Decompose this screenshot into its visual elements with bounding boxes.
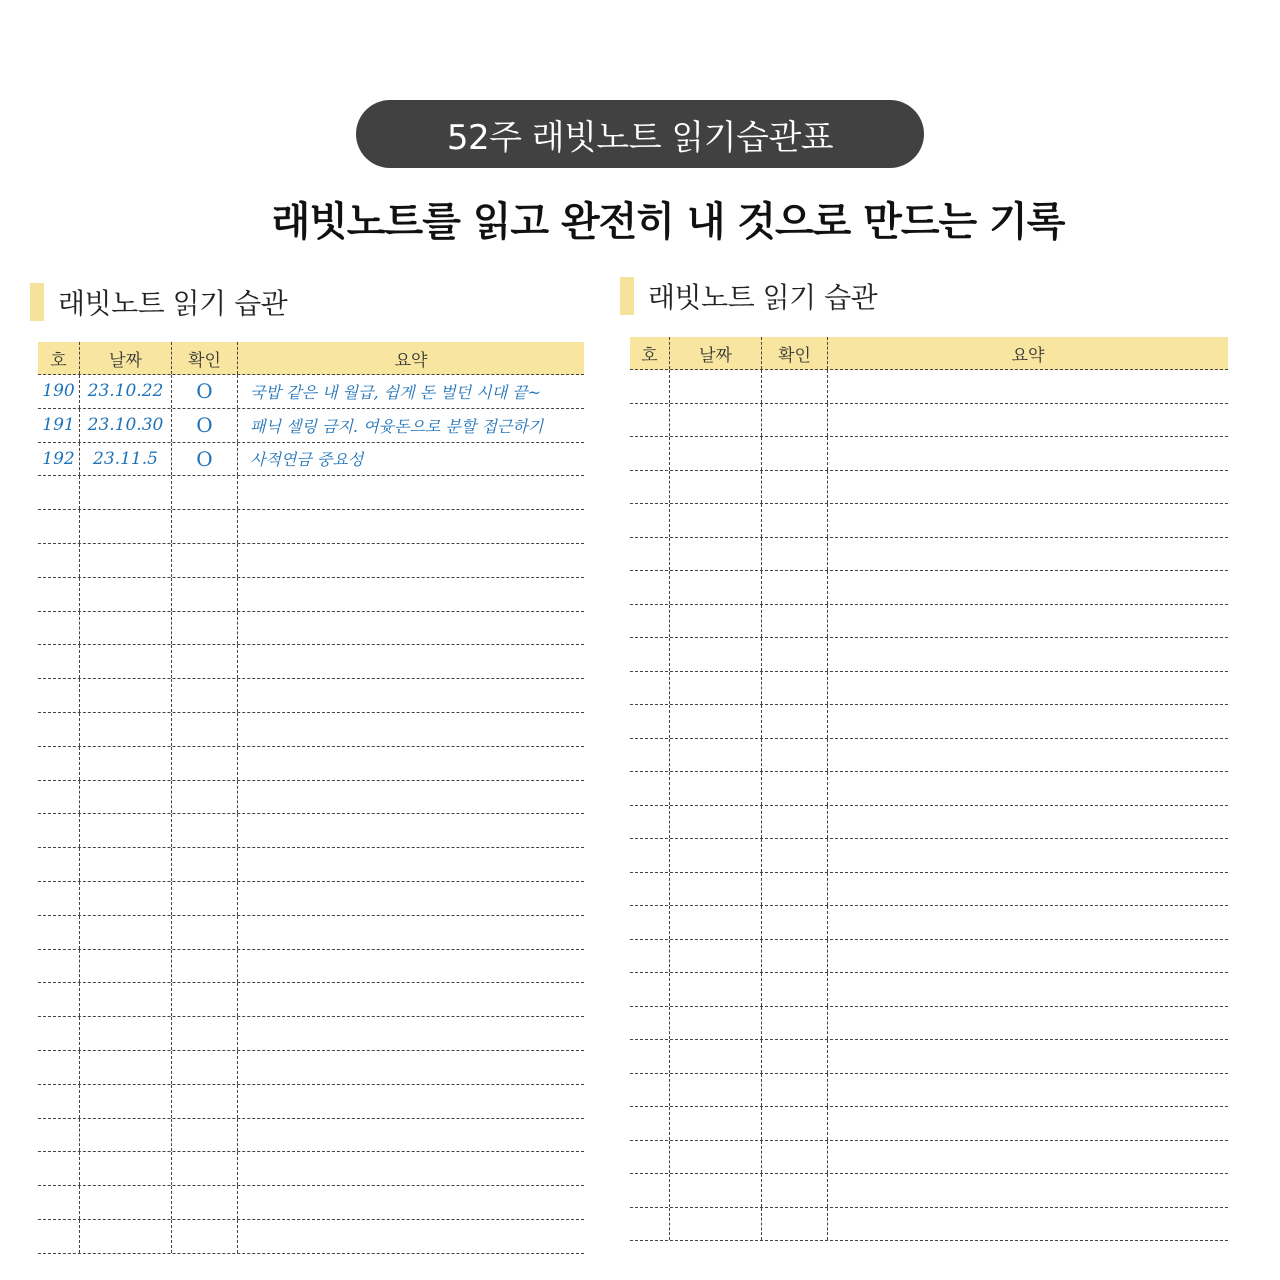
table-row xyxy=(38,544,584,578)
summary-cell xyxy=(828,772,1228,805)
date-cell: 23.11.5 xyxy=(80,443,172,476)
date-cell xyxy=(80,814,172,847)
column-header-date: 날짜 xyxy=(670,337,762,369)
column-header-summary: 요약 xyxy=(394,350,428,371)
column-header-issue: 호 xyxy=(38,342,80,374)
check-cell xyxy=(762,739,828,772)
check-cell xyxy=(172,848,238,881)
check-cell xyxy=(762,1208,828,1241)
check-cell xyxy=(172,916,238,949)
issue-cell xyxy=(38,544,80,577)
issue-cell xyxy=(630,973,670,1006)
table-row xyxy=(38,916,584,950)
check-cell: O xyxy=(172,409,238,442)
table-row xyxy=(630,839,1228,873)
issue-cell xyxy=(630,571,670,604)
table-row xyxy=(38,612,584,646)
issue-cell xyxy=(38,814,80,847)
check-cell xyxy=(762,404,828,437)
summary-cell xyxy=(238,612,584,645)
issue-cell xyxy=(630,806,670,839)
check-cell xyxy=(762,504,828,537)
table-row xyxy=(38,814,584,848)
table-row xyxy=(38,645,584,679)
table-row xyxy=(630,471,1228,505)
summary-cell xyxy=(828,471,1228,504)
table-row xyxy=(38,1085,584,1119)
check-cell xyxy=(762,471,828,504)
date-cell xyxy=(670,1141,762,1174)
issue-cell xyxy=(630,940,670,973)
column-header-issue: 호 xyxy=(630,337,670,369)
issue-cell xyxy=(38,1220,80,1253)
summary-cell xyxy=(828,906,1228,939)
date-cell xyxy=(80,1119,172,1152)
table-row xyxy=(630,940,1228,974)
table-row xyxy=(630,370,1228,404)
summary-cell: 사적연금 중요성 xyxy=(250,450,364,470)
summary-cell xyxy=(238,476,584,509)
table-row xyxy=(630,504,1228,538)
table-row xyxy=(630,739,1228,773)
table-row xyxy=(630,1174,1228,1208)
table-row xyxy=(38,747,584,781)
date-cell xyxy=(670,672,762,705)
issue-cell xyxy=(630,504,670,537)
table-row xyxy=(38,443,584,477)
check-cell xyxy=(172,679,238,712)
summary-cell xyxy=(828,1107,1228,1140)
date-cell xyxy=(670,538,762,571)
check-cell xyxy=(762,705,828,738)
table-row xyxy=(38,1051,584,1085)
date-cell xyxy=(670,873,762,906)
issue-cell xyxy=(630,1208,670,1241)
summary-cell xyxy=(828,538,1228,571)
table-row xyxy=(38,1017,584,1051)
date-cell xyxy=(80,1051,172,1084)
date-cell xyxy=(80,510,172,543)
issue-cell xyxy=(38,950,80,983)
date-cell xyxy=(80,544,172,577)
date-cell xyxy=(80,1085,172,1118)
table-row xyxy=(630,1208,1228,1242)
summary-cell: 패닉 셀링 금지. 여윳돈으로 분할 접근하기 xyxy=(250,416,544,436)
summary-cell xyxy=(238,882,584,915)
check-cell xyxy=(172,713,238,746)
date-cell xyxy=(80,1220,172,1253)
issue-cell xyxy=(38,781,80,814)
table-row xyxy=(38,679,584,713)
check-cell xyxy=(762,1141,828,1174)
summary-cell xyxy=(828,839,1228,872)
issue-cell xyxy=(630,672,670,705)
summary-cell xyxy=(238,645,584,678)
table-row xyxy=(630,1007,1228,1041)
issue-cell xyxy=(630,605,670,638)
date-cell xyxy=(80,713,172,746)
summary-cell xyxy=(828,1040,1228,1073)
issue-cell xyxy=(630,1107,670,1140)
summary-cell xyxy=(238,781,584,814)
summary-cell xyxy=(828,370,1228,403)
check-cell: O xyxy=(172,443,238,476)
issue-cell xyxy=(38,983,80,1016)
date-cell xyxy=(80,916,172,949)
date-cell xyxy=(670,437,762,470)
date-cell xyxy=(670,705,762,738)
check-cell xyxy=(172,950,238,983)
summary-cell xyxy=(238,713,584,746)
issue-cell xyxy=(38,578,80,611)
left-section-heading-text: 래빗노트 읽기 습관 xyxy=(58,287,288,320)
check-cell xyxy=(762,973,828,1006)
summary-cell xyxy=(828,437,1228,470)
date-cell xyxy=(670,973,762,1006)
check-cell xyxy=(762,1174,828,1207)
date-cell xyxy=(670,772,762,805)
date-cell xyxy=(80,983,172,1016)
issue-cell xyxy=(630,839,670,872)
summary-cell xyxy=(828,739,1228,772)
check-cell xyxy=(172,578,238,611)
issue-cell xyxy=(630,404,670,437)
summary-cell xyxy=(238,916,584,949)
table-row xyxy=(630,638,1228,672)
table-row xyxy=(38,882,584,916)
summary-cell xyxy=(238,679,584,712)
table-row xyxy=(630,571,1228,605)
table-row xyxy=(630,1040,1228,1074)
summary-cell xyxy=(238,848,584,881)
check-cell xyxy=(172,882,238,915)
check-cell xyxy=(172,1152,238,1185)
table-row xyxy=(38,1152,584,1186)
heading-accent-bar xyxy=(30,283,44,321)
summary-cell: 국밥 같은 내 월급, 쉽게 돈 벌던 시대 끝~ xyxy=(250,382,542,402)
check-cell xyxy=(762,672,828,705)
issue-cell xyxy=(630,538,670,571)
issue-cell: 190 xyxy=(38,375,80,408)
date-cell: 23.10.22 xyxy=(80,375,172,408)
right-section-heading-text: 래빗노트 읽기 습관 xyxy=(648,281,878,314)
issue-cell xyxy=(630,1174,670,1207)
date-cell xyxy=(80,1152,172,1185)
table-row xyxy=(38,950,584,984)
date-cell xyxy=(80,476,172,509)
table-row xyxy=(630,1074,1228,1108)
table-row xyxy=(630,437,1228,471)
summary-cell xyxy=(238,747,584,780)
check-cell xyxy=(762,839,828,872)
issue-cell xyxy=(38,848,80,881)
issue-cell xyxy=(38,1017,80,1050)
table-row xyxy=(630,605,1228,639)
table-row xyxy=(38,713,584,747)
page-subtitle: 래빗노트를 읽고 완전히 내 것으로 만드는 기록 xyxy=(271,199,1065,245)
summary-cell xyxy=(238,1017,584,1050)
table-row xyxy=(38,409,584,443)
summary-cell xyxy=(828,806,1228,839)
issue-cell xyxy=(630,437,670,470)
check-cell xyxy=(172,983,238,1016)
issue-cell xyxy=(38,679,80,712)
check-cell xyxy=(172,1186,238,1219)
issue-cell xyxy=(38,1085,80,1118)
table-row xyxy=(630,873,1228,907)
date-cell xyxy=(80,645,172,678)
summary-cell xyxy=(828,571,1228,604)
date-cell xyxy=(80,747,172,780)
table-row xyxy=(630,1107,1228,1141)
date-cell xyxy=(80,578,172,611)
date-cell xyxy=(670,638,762,671)
check-cell xyxy=(762,437,828,470)
check-cell xyxy=(172,781,238,814)
date-cell xyxy=(80,882,172,915)
date-cell xyxy=(670,1107,762,1140)
table-row xyxy=(38,476,584,510)
summary-cell xyxy=(238,1085,584,1118)
column-header-summary: 요약 xyxy=(1011,345,1045,366)
summary-cell xyxy=(828,705,1228,738)
date-cell xyxy=(670,471,762,504)
title-banner-text: 52주 래빗노트 읽기습관표 xyxy=(446,117,834,158)
summary-cell xyxy=(828,504,1228,537)
issue-cell: 191 xyxy=(38,409,80,442)
date-cell xyxy=(80,612,172,645)
summary-cell xyxy=(238,1186,584,1219)
issue-cell xyxy=(38,747,80,780)
check-cell xyxy=(762,873,828,906)
summary-cell xyxy=(828,1208,1228,1241)
summary-cell xyxy=(238,578,584,611)
check-cell xyxy=(172,612,238,645)
date-cell xyxy=(670,504,762,537)
left-habit-table xyxy=(38,342,584,1254)
summary-cell xyxy=(238,1220,584,1253)
date-cell xyxy=(670,1174,762,1207)
date-cell xyxy=(80,781,172,814)
issue-cell xyxy=(38,476,80,509)
check-cell xyxy=(172,1085,238,1118)
date-cell xyxy=(80,1017,172,1050)
summary-cell xyxy=(828,404,1228,437)
issue-cell xyxy=(630,1141,670,1174)
right-habit-table xyxy=(630,337,1228,1241)
summary-cell xyxy=(828,1007,1228,1040)
table-row xyxy=(630,672,1228,706)
table-row xyxy=(630,538,1228,572)
column-header-check: 확인 xyxy=(172,342,238,374)
issue-cell xyxy=(630,1074,670,1107)
issue-cell xyxy=(630,471,670,504)
issue-cell xyxy=(38,645,80,678)
summary-cell xyxy=(828,605,1228,638)
check-cell xyxy=(762,571,828,604)
date-cell xyxy=(670,1208,762,1241)
date-cell xyxy=(670,739,762,772)
summary-cell xyxy=(828,1074,1228,1107)
right-section-heading xyxy=(620,276,877,316)
issue-cell: 192 xyxy=(38,443,80,476)
summary-cell xyxy=(238,544,584,577)
check-cell xyxy=(762,1040,828,1073)
check-cell xyxy=(172,544,238,577)
summary-cell xyxy=(828,638,1228,671)
check-cell xyxy=(172,814,238,847)
table-row xyxy=(630,705,1228,739)
check-cell xyxy=(762,605,828,638)
issue-cell xyxy=(630,906,670,939)
check-cell xyxy=(172,476,238,509)
issue-cell xyxy=(38,1152,80,1185)
date-cell xyxy=(670,906,762,939)
summary-cell xyxy=(828,1174,1228,1207)
heading-accent-bar xyxy=(620,277,634,315)
table-row xyxy=(38,375,584,409)
issue-cell xyxy=(38,1119,80,1152)
date-cell xyxy=(670,1007,762,1040)
issue-cell xyxy=(38,882,80,915)
table-row xyxy=(38,848,584,882)
table-row xyxy=(630,906,1228,940)
issue-cell xyxy=(630,1040,670,1073)
summary-cell xyxy=(828,672,1228,705)
date-cell xyxy=(670,1040,762,1073)
check-cell xyxy=(172,1017,238,1050)
table-row xyxy=(630,973,1228,1007)
check-cell xyxy=(762,940,828,973)
date-cell xyxy=(80,950,172,983)
summary-cell xyxy=(828,940,1228,973)
left-section-heading xyxy=(30,282,287,322)
date-cell xyxy=(80,679,172,712)
summary-cell xyxy=(828,1141,1228,1174)
table-row xyxy=(38,983,584,1017)
table-row xyxy=(630,404,1228,438)
date-cell xyxy=(670,806,762,839)
summary-cell xyxy=(238,814,584,847)
issue-cell xyxy=(630,638,670,671)
table-row xyxy=(38,781,584,815)
issue-cell xyxy=(630,370,670,403)
date-cell xyxy=(670,1074,762,1107)
check-cell: O xyxy=(172,375,238,408)
summary-cell xyxy=(828,873,1228,906)
issue-cell xyxy=(630,1007,670,1040)
date-cell xyxy=(670,404,762,437)
table-row xyxy=(630,772,1228,806)
check-cell xyxy=(172,645,238,678)
summary-cell xyxy=(238,1051,584,1084)
summary-cell xyxy=(238,1119,584,1152)
table-row xyxy=(38,1220,584,1254)
issue-cell xyxy=(38,612,80,645)
check-cell xyxy=(762,370,828,403)
summary-cell xyxy=(238,510,584,543)
summary-cell xyxy=(238,983,584,1016)
table-row xyxy=(38,1119,584,1153)
issue-cell xyxy=(630,772,670,805)
date-cell xyxy=(670,571,762,604)
date-cell xyxy=(670,839,762,872)
check-cell xyxy=(762,638,828,671)
check-cell xyxy=(172,1119,238,1152)
date-cell: 23.10.30 xyxy=(80,409,172,442)
right-table-header xyxy=(630,337,1228,370)
left-table-header xyxy=(38,342,584,375)
column-header-date: 날짜 xyxy=(80,342,172,374)
check-cell xyxy=(172,1220,238,1253)
issue-cell xyxy=(38,1186,80,1219)
date-cell xyxy=(80,848,172,881)
check-cell xyxy=(172,747,238,780)
issue-cell xyxy=(38,510,80,543)
date-cell xyxy=(670,370,762,403)
issue-cell xyxy=(38,916,80,949)
table-row xyxy=(630,806,1228,840)
summary-cell xyxy=(238,1152,584,1185)
date-cell xyxy=(670,940,762,973)
check-cell xyxy=(172,1051,238,1084)
check-cell xyxy=(762,1007,828,1040)
date-cell xyxy=(80,1186,172,1219)
check-cell xyxy=(172,510,238,543)
issue-cell xyxy=(630,873,670,906)
date-cell xyxy=(670,605,762,638)
summary-cell xyxy=(238,950,584,983)
title-banner xyxy=(356,100,924,168)
table-row xyxy=(38,578,584,612)
check-cell xyxy=(762,538,828,571)
check-cell xyxy=(762,1107,828,1140)
check-cell xyxy=(762,772,828,805)
issue-cell xyxy=(630,705,670,738)
issue-cell xyxy=(630,739,670,772)
table-row xyxy=(38,510,584,544)
check-cell xyxy=(762,906,828,939)
issue-cell xyxy=(38,1051,80,1084)
column-header-check: 확인 xyxy=(762,337,828,369)
check-cell xyxy=(762,1074,828,1107)
table-row xyxy=(38,1186,584,1220)
issue-cell xyxy=(38,713,80,746)
table-row xyxy=(630,1141,1228,1175)
summary-cell xyxy=(828,973,1228,1006)
check-cell xyxy=(762,806,828,839)
